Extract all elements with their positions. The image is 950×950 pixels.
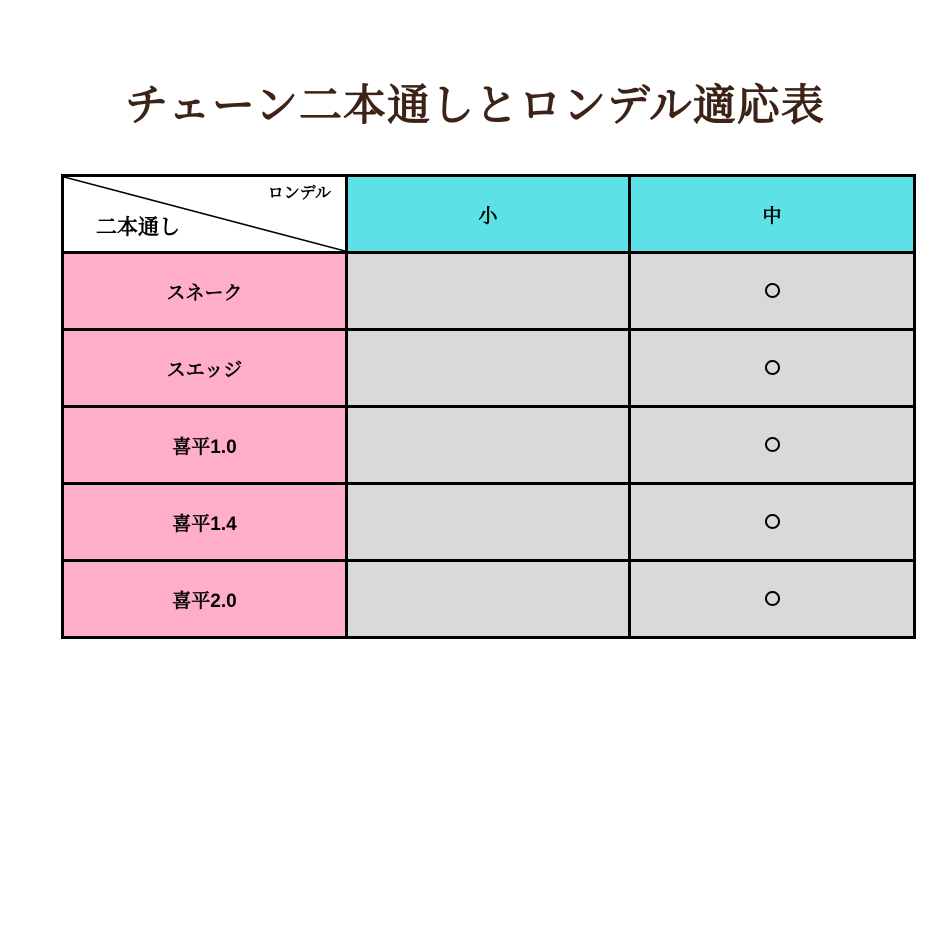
data-cell-medium (630, 330, 915, 407)
data-cell-medium (630, 407, 915, 484)
data-cell-medium (630, 253, 915, 330)
header-row (63, 176, 915, 253)
column-header-medium: 中 (630, 176, 915, 253)
table-body (63, 253, 915, 638)
row-label: 喜平1.0 (63, 407, 347, 484)
row-label: 喜平2.0 (63, 561, 347, 638)
page-title: チェーン二本通しとロンデル適応表 (125, 82, 825, 130)
table-row (63, 407, 915, 484)
data-cell-small (347, 330, 630, 407)
data-cell-medium (630, 561, 915, 638)
circle-mark (765, 437, 780, 452)
data-cell-small (347, 561, 630, 638)
circle-mark (765, 591, 780, 606)
circle-mark (765, 283, 780, 298)
compatibility-table (61, 174, 916, 639)
data-cell-small (347, 253, 630, 330)
circle-mark (765, 514, 780, 529)
corner-label-nihon-doshi: 二本通し (96, 216, 180, 239)
corner-label-rondel: ロンデル (267, 185, 331, 202)
circle-mark (765, 360, 780, 375)
row-label: スエッジ (63, 330, 347, 407)
table-row (63, 484, 915, 561)
column-header-small: 小 (347, 176, 630, 253)
row-label: スネーク (63, 253, 347, 330)
table-row (63, 253, 915, 330)
table-row (63, 330, 915, 407)
data-cell-small (347, 484, 630, 561)
row-label: 喜平1.4 (63, 484, 347, 561)
table-row (63, 561, 915, 638)
data-cell-small (347, 407, 630, 484)
corner-cell (63, 176, 347, 253)
data-cell-medium (630, 484, 915, 561)
